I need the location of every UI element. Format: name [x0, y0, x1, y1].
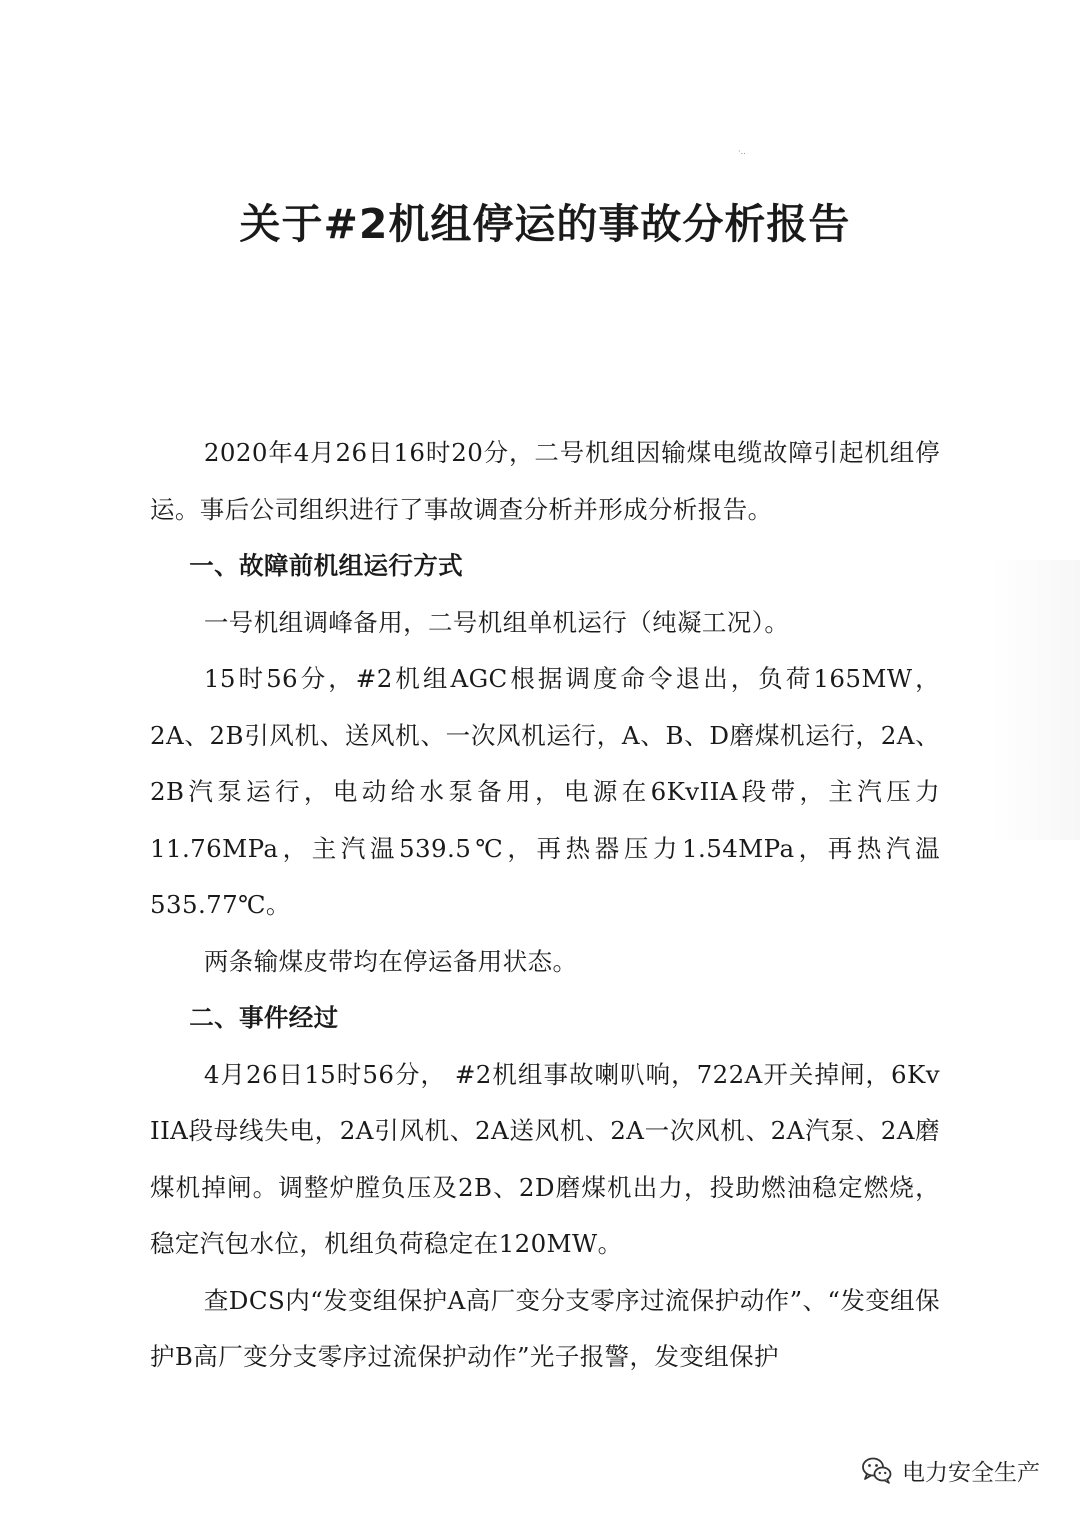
scan-speck: ·‥: [738, 147, 746, 156]
section-2-paragraph-2: 查DCS内“发变组保护A高厂变分支零序过流保护动作”、“发变组保护B高厂变分支零序过流保护动作”光子报警，发变组保护: [150, 1285, 940, 1371]
watermark: [860, 1450, 1040, 1490]
intro-paragraph: 2020年4月26日16时20分，二号机组因输煤电缆故障引起机组停运。事后公司组织进行了事故调查分析并形成分析报告。: [150, 438, 940, 524]
section-1-paragraph-3: 两条输煤皮带均在停运备用状态。: [203, 946, 578, 976]
scan-shade: [990, 560, 1080, 840]
section-2-paragraph-1: 4月26日15时56分， #2机组事故喇叭响，722A开关掉闸，6Kv IIA段母线失电，2A引风机、2A送风机、2A一次风机、2A汽泵、2A磨煤机掉闸。调整炉膛负压及2B、2D磨煤机出力，投助燃油稳定燃烧，稳定汽包水位，机组负荷稳定在120MW。: [150, 1059, 940, 1258]
wechat-icon: [860, 1453, 894, 1487]
document-title: 关于#2机组停运的事故分析报告: [239, 200, 851, 248]
section-2-heading: 二、事件经过: [189, 1003, 339, 1032]
section-1-paragraph-1: 一号机组调峰备用，二号机组单机运行（纯凝工况）。: [203, 607, 790, 637]
section-1-paragraph-2: 15时56分，#2机组AGC根据调度命令退出，负荷165MW，2A、2B引风机、送风机、一次风机运行，A、B、D磨煤机运行，2A、2B汽泵运行，电动给水泵备用，电源在6KvIIA段带，主汽压力11.76MPa，主汽温539.5℃，再热器压力1.54MPa，再热汽温535.77℃。: [150, 664, 940, 919]
section-1-heading: 一、故障前机组运行方式: [189, 551, 464, 580]
watermark-text: 电力安全生产: [902, 1459, 1040, 1486]
document-body: [150, 425, 940, 1386]
